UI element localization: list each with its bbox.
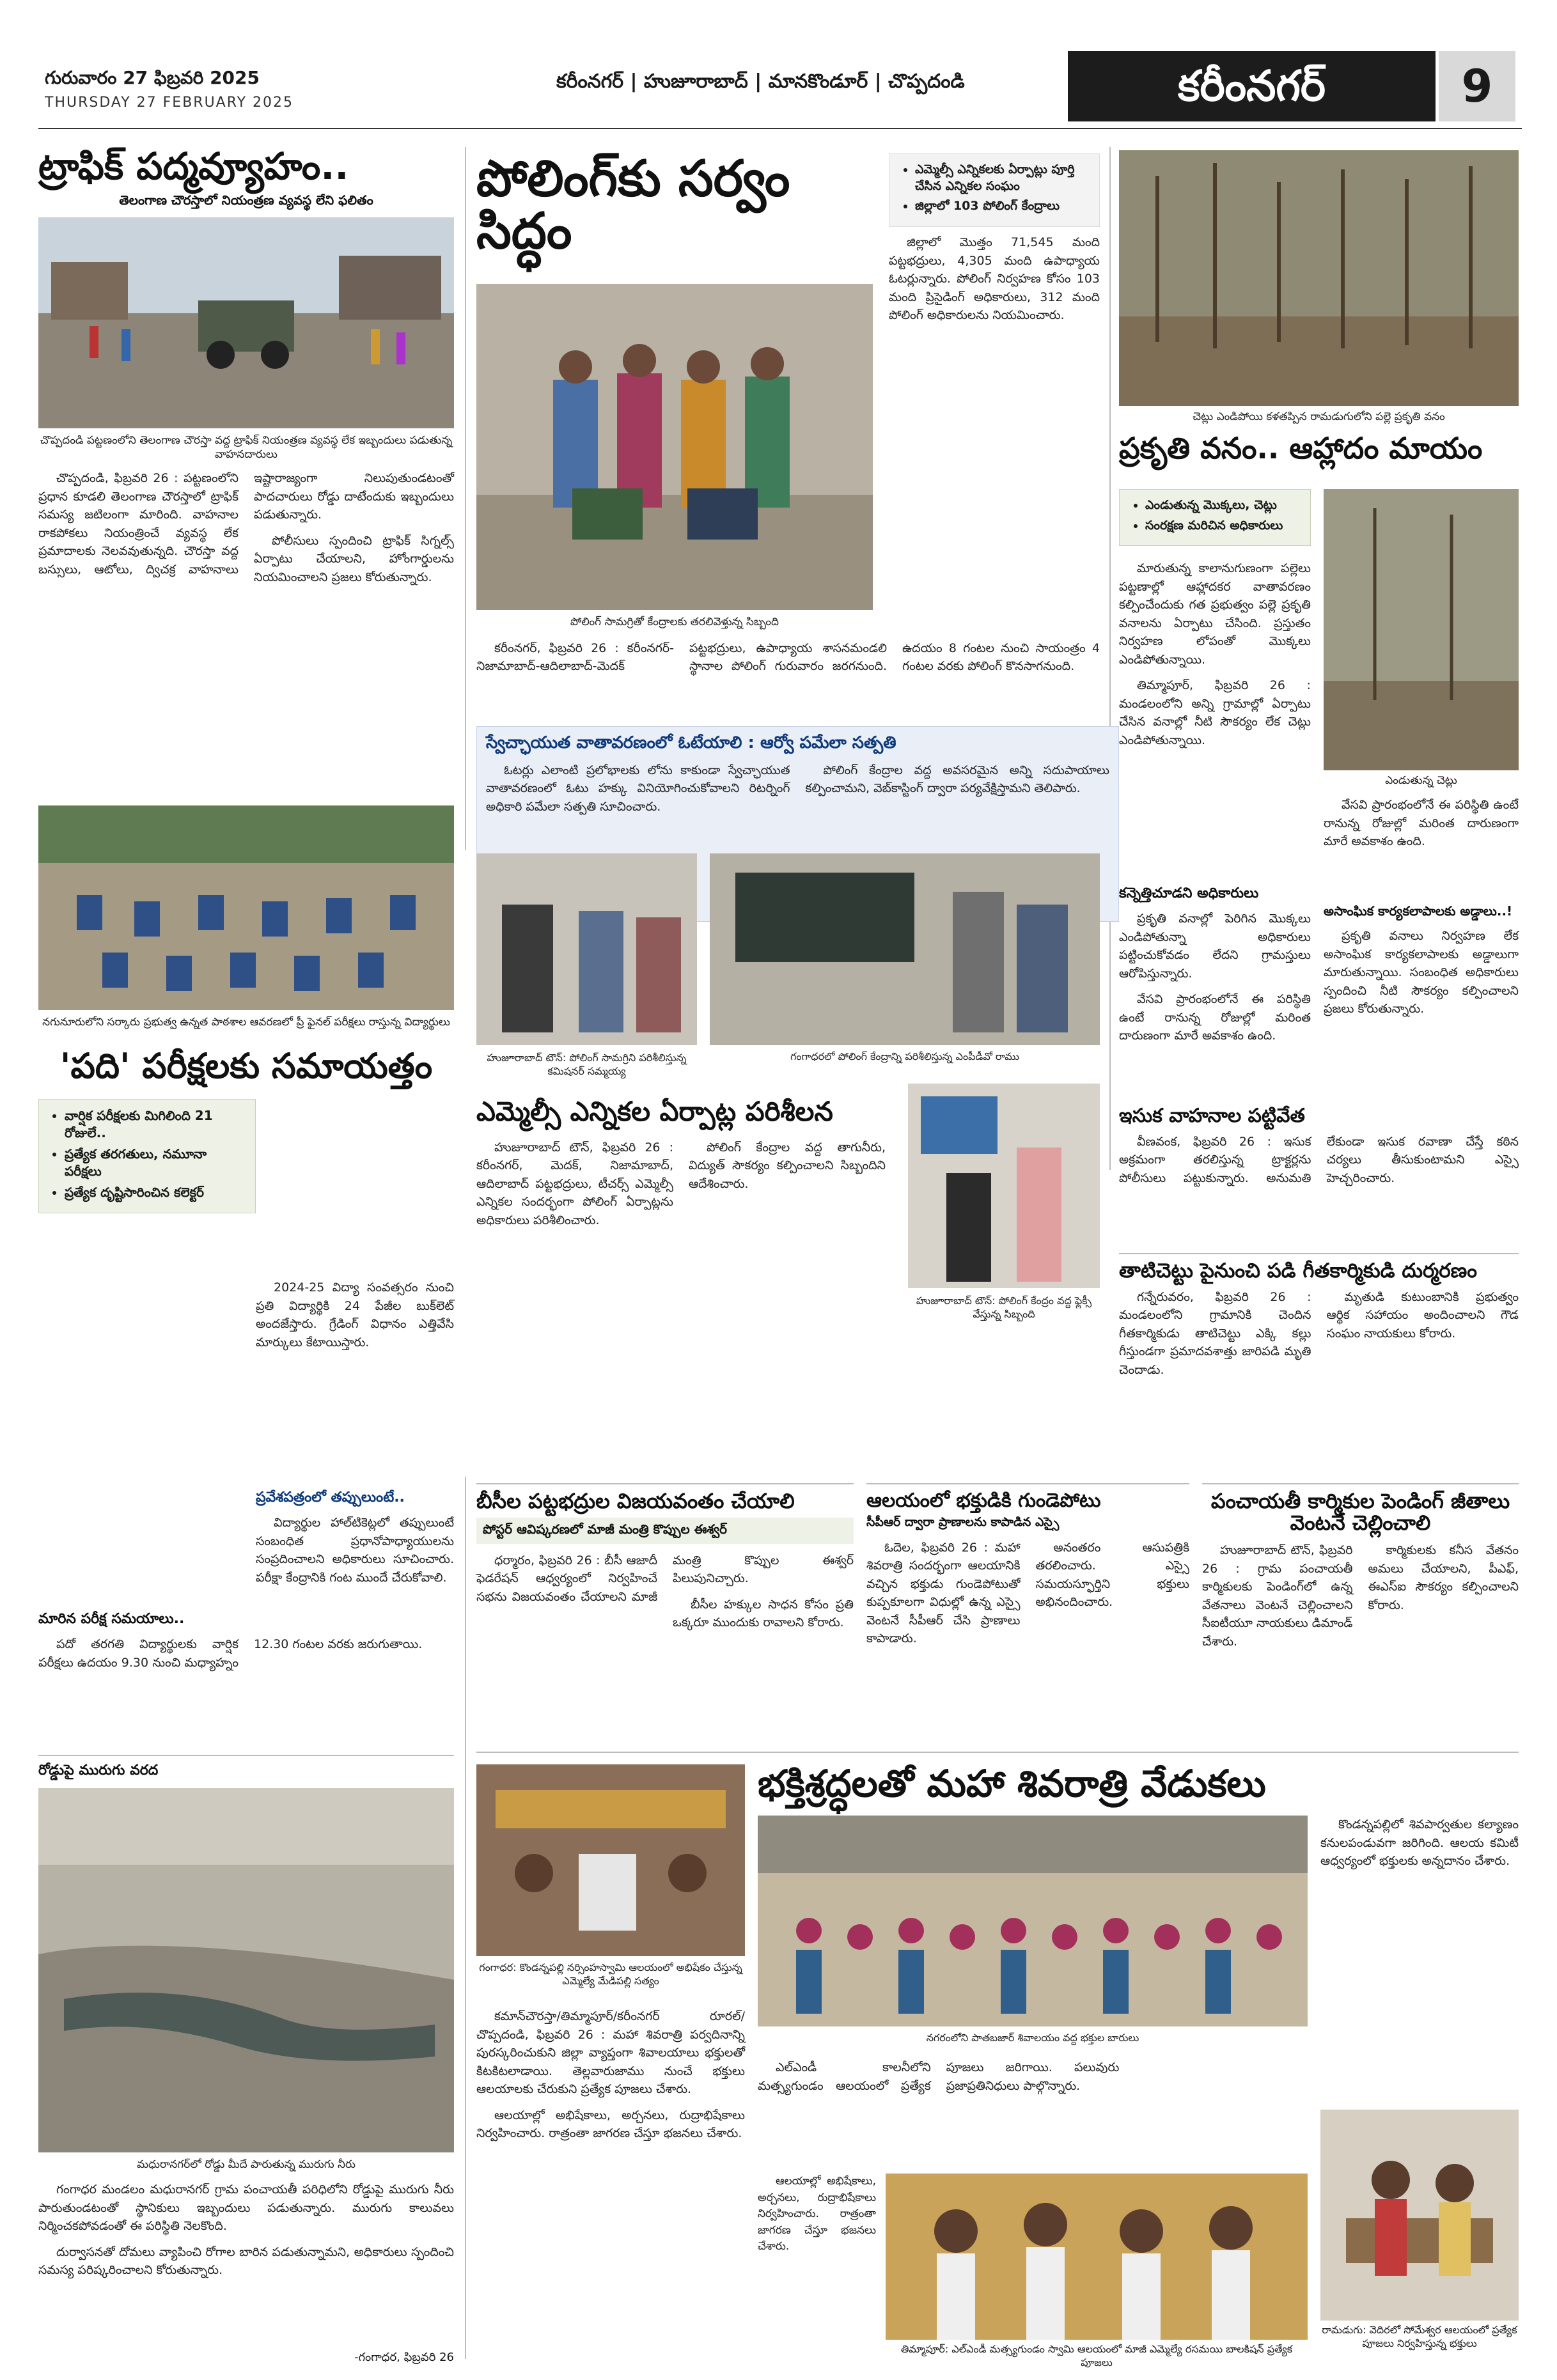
paragraph: మృతుడి కుటుంబానికి ప్రభుత్వం ఆర్థిక సహాయం అందించాలని గౌడ సంఘం నాయకులు కోరారు.	[1326, 1289, 1519, 1341]
exams-headline: 'పది' పరీక్షలకు సమాయత్తం	[59, 1046, 433, 1087]
nature-sub1-title: కన్నెత్తిచూడని అధికారులు	[1119, 885, 1259, 901]
bc-headline: బీసీల పట్టభద్రుల విజయవంతం చేయాలి	[476, 1489, 795, 1513]
paragraph: గంగాధర మండలం మధురానగర్ గ్రామ పంచాయతీ పరిధిలోని రోడ్డుపై మురుగు నీరు పారుతుండటంతో స్థానికులు ఇబ్బందులు పడుతున్నారు. మురుగు కాలువలు నిర్మించకపోవడంతో ఈ పరిస్థితి నెలకొంది.	[38, 2182, 454, 2234]
paragraph: కరీంనగర్, ఫిబ్రవరి 26 : కరీంనగర్- నిజామాబాద్-ఆదిలాబాద్-మెదక్ పట్టభద్రులు, ఉపాధ్యాయ శాసనమండలి స్థానాల పోలింగ్ గురువారం జరగనుంది. ఉదయం 8 గంటల నుంచి సాయంత్రం 4 గంటల వరకు పోలింగ్ కొనసాగనుంది.	[476, 641, 1100, 674]
paragraph: పోలీసులు స్పందించి ట్రాఫిక్ సిగ్నల్స్ ఏర్పాటు చేయాలని, హోంగార్డులను నియమించాలని ప్రజలు కోరుతున్నారు.	[254, 533, 454, 584]
sand-body	[1119, 1133, 1519, 1229]
section-rule	[866, 1483, 1189, 1484]
paragraph: 2024-25 విద్యా సంవత్సరం నుంచి ప్రతి విద్యార్థికి 24 పేజీల బుక్‌లెట్ అందజేస్తారు. గ్రేడింగ్ విధానం ఎత్తివేసి మార్కులు కేటాయిస్తారు.	[256, 1280, 454, 1349]
paragraph: తిమ్మాపూర్, ఫిబ్రవరి 26 : మండలంలోని అన్ని గ్రామాల్లో ఏర్పాటు చేసిన వనాల్లో నీటి సౌకర్యం లేక చెట్లు ఎండిపోతున్నాయి.	[1119, 678, 1311, 747]
bullet-item: • ఎమ్మెల్సీ ఎన్నికలకు ఏర్పాట్లు పూర్తి చేసిన ఎన్నికల సంఘం	[915, 162, 1090, 194]
temple-body	[866, 1539, 1189, 1750]
paragraph: హుజూరాబాద్ టౌన్, ఫిబ్రవరి 26 : గ్రామ పంచాయతీ కార్మికులకు పెండింగ్‌లో ఉన్న వేతనాలు వెంటనే చెల్లించాలని సీఐటీయూ నాయకులు డిమాండ్ చేశారు.	[1202, 1543, 1353, 1649]
paragraph: ధర్మారం, ఫిబ్రవరి 26 : బీసీ ఆజాదీ ఫెడరేషన్ ఆధ్వర్యంలో నిర్వహించే సభను విజయవంతం చేయాలని మాజీ మంత్రి కొప్పుల ఈశ్వర్ పిలుపునిచ్చారు.	[476, 1553, 854, 1604]
bullet-item: • సంరక్షణ మరిచిన అధికారులు	[1145, 518, 1301, 534]
polling-bullets	[889, 153, 1100, 227]
nature-sub1-body	[1119, 910, 1311, 1043]
nature-sub2	[1324, 796, 1519, 1023]
bullet-item: • వార్షిక పరీక్షలకు మిగిలింది 21 రోజులే..	[65, 1107, 246, 1142]
inspection-article	[476, 853, 1100, 1439]
palm-body	[1119, 1288, 1519, 1474]
exams-sub2-body	[38, 1635, 454, 1750]
paragraph: అనంతరం ఆసుపత్రికి తరలించారు. ఎస్సై సమయస్ఫూర్తిని భక్తులు అభినందించారు.	[1035, 1540, 1189, 1609]
bullet-item: • జిల్లాలో 103 పోలింగ్ కేంద్రాలు	[915, 198, 1090, 215]
polling-article	[476, 150, 1109, 922]
road-body	[38, 2181, 454, 2347]
column-rule	[465, 1477, 466, 2359]
polling-body-right	[889, 233, 1100, 598]
paragraph: వీణవంక, ఫిబ్రవరి 26 : ఇసుక అక్రమంగా తరలిస్తున్న ట్రాక్టర్లను పోలీసులు పట్టుకున్నారు. అనుమతి లేకుండా ఇసుక రవాణా చేస్తే కఠిన చర్యలు తీసుకుంటామని ఎస్సై హెచ్చరించారు.	[1119, 1134, 1519, 1185]
shivaratri-photo4-caption: రామడుగు: వెదిరలో సోమేశ్వర ఆలయంలో ప్రత్యేక పూజలు నిర్వహిస్తున్న భక్తులు	[1322, 2324, 1517, 2349]
road-photo	[38, 1788, 454, 2152]
paragraph: ఓదెల, ఫిబ్రవరి 26 : మహా శివరాత్రి సందర్భంగా ఆలయానికి వచ్చిన భక్తుడు గుండెపోటుతో కుప్పకూలగా విధుల్లో ఉన్న ఎస్సై వెంటనే సీపీఆర్ చేసి ప్రాణాలు కాపాడారు.	[866, 1540, 1021, 1645]
masthead-rule	[38, 128, 1522, 129]
traffic-headline: ట్రాఫిక్ పద్మవ్యూహం..	[38, 144, 349, 188]
shivaratri-body-left	[476, 2007, 745, 2365]
paragraph: ఎల్‌ఎండీ కాలనీలోని మత్స్యగుండం ఆలయంలో ప్రత్యేక పూజలు జరిగాయి. పలువురు ప్రజాప్రతినిధులు పాల్గొన్నారు.	[758, 2060, 1120, 2093]
date-telugu: గురువారం 27 ఫిబ్రవరి 2025	[45, 67, 260, 88]
inspection-body	[476, 1139, 886, 1439]
exams-photo-caption: నగునూరులోని సర్కారు ప్రభుత్వ ఉన్నత పాఠశాల ఆవరణలో ప్రీ ఫైనల్ పరీక్షలు రాస్తున్న విద్యార్థులు	[42, 1016, 450, 1029]
shivaratri-photo-1	[476, 1764, 745, 1956]
sand-article	[1119, 1106, 1519, 1229]
bc-subhead: పోస్టర్ ఆవిష్కరణలో మాజీ మంత్రి కొప్పుల ఈశ్వర్	[476, 1518, 854, 1544]
exams-sub1-title: ప్రవేశపత్రంలో తప్పులుంటే..	[256, 1489, 405, 1505]
paragraph: ఆలయాల్లో అభిషేకాలు, అర్చనలు, రుద్రాభిషేకాలు నిర్వహించారు. రాత్రంతా జాగరణ చేస్తూ భజనలు చేశారు.	[758, 2175, 876, 2253]
polling-body	[476, 639, 1100, 722]
road-photo-caption: మధురానగర్‌లో రోడ్డు మీదే పారుతున్న మురుగు నీరు	[137, 2158, 356, 2171]
bullet-item: • ప్రత్యేక తరగతులు, నమూనా పరీక్షలు	[65, 1146, 246, 1180]
exams-sub2	[38, 1611, 454, 1750]
paragraph: హుజూరాబాద్ టౌన్, ఫిబ్రవరి 26 : కరీంనగర్, మెదక్, నిజామాబాద్, ఆదిలాబాద్ పట్టభద్రులు, టీచర్స్ ఎమ్మెల్సీ ఎన్నికల సందర్భంగా పోలింగ్ ఏర్పాట్లను అధికారులు పరిశీలించారు.	[476, 1140, 673, 1227]
inspection-photo-2	[710, 853, 1100, 1045]
exams-photo	[38, 805, 454, 1010]
nature-photo-1	[1119, 150, 1519, 406]
nature-photo-caption: చెట్లు ఎండిపోయి కళతప్పిన రామడుగులోని పల్లె ప్రకృతి వనం	[1193, 410, 1445, 423]
column-rule	[465, 147, 466, 850]
section-rule	[38, 1755, 454, 1756]
paragraph: కొండన్నపల్లిలో శివపార్వతుల కల్యాణం కనులపండువగా జరిగింది. ఆలయ కమిటీ ఆధ్వర్యంలో భక్తులకు అన్నదానం చేశారు.	[1320, 1817, 1519, 1868]
traffic-article	[38, 144, 454, 859]
paragraph: జిల్లాలో మొత్తం 71,545 మంది పట్టభద్రులు, 4,305 మంది ఉపాధ్యాయ ఓటర్లున్నారు. పోలింగ్ నిర్వహణ కోసం 103 మంది ప్రిసైడింగ్ అధికారులు, 312 మంది పోలింగ్ అధికారులను నియమించారు.	[889, 235, 1100, 322]
road-byline: -గంగాధర, ఫిబ్రవరి 26	[354, 2351, 454, 2365]
paragraph: ప్రకృతి వనాలు నిర్వహణ లేక అసాంఘిక కార్యకలాపాలకు అడ్డాలుగా మారుతున్నాయి. సంబంధిత అధికారులు స్పందించి నీటి సౌకర్యం కల్పించాలని ప్రజలు కోరుతున్నారు.	[1324, 929, 1519, 1016]
nature-article	[1119, 150, 1519, 1043]
paragraph: పోలింగ్ కేంద్రాల వద్ద తాగునీరు, విద్యుత్ సౌకర్యం కల్పించాలని సిబ్బందిని ఆదేశించారు.	[689, 1140, 886, 1191]
paragraph: కమాన్‌చౌరస్తా/తిమ్మాపూర్/కరీంనగర్ రూరల్/చొప్పదండి, ఫిబ్రవరి 26 : మహా శివరాత్రి పర్వదినాన్ని పురస్కరించుకుని జిల్లా వ్యాప్తంగా శివాలయాలు భక్తులతో కిటకిటలాడాయి. తెల్లవారుజాము నుంచే భక్తులు ఆలయాలకు చేరుకుని ప్రత్యేక పూజలు చేశారు.	[476, 2009, 745, 2096]
exams-sub2-title: మారిన పరీక్ష సమయాలు..	[38, 1611, 185, 1627]
bullet-item: • ఎండుతున్న మొక్కలు, చెట్లు	[1145, 497, 1301, 514]
paragraph: ప్రకృతి వనాల్లో పెరిగిన మొక్కలు ఎండిపోతున్నా అధికారులు పట్టించుకోవడం లేదని గ్రామస్తులు ఆరోపిస్తున్నారు.	[1119, 912, 1311, 981]
polling-photo-caption: పోలింగ్ సామగ్రితో కేంద్రాలకు తరలివెళ్తున్న సిబ్బంది	[570, 615, 779, 628]
paragraph: పదో తరగతి విద్యార్థులకు వార్షిక పరీక్షలు ఉదయం 9.30 నుంచి మధ్యాహ్నం 12.30 గంటల వరకు జరుగుతాయి.	[38, 1637, 423, 1670]
shivaratri-photo-3	[886, 2174, 1308, 2340]
shivaratri-headline: భక్తిశ్రద్ధలతో మహా శివరాత్రి వేడుకలు	[758, 1762, 1266, 1805]
section-rule	[476, 1483, 854, 1484]
nature-body	[1119, 559, 1311, 879]
shivaratri-photo1-caption: గంగాధర: కొండన్నపల్లి నర్సింహస్వామి ఆలయంలో అభిషేకం చేస్తున్న ఎమ్మెల్యే మేడిపల్లి సత్యం	[479, 1961, 742, 1987]
inspection-photo2-caption: గంగాధరలో పోలింగ్ కేంద్రాన్ని పరిశీలిస్తున్న ఎంపీడీవో రాము	[790, 1050, 1019, 1062]
shivaratri-photo-2	[758, 1816, 1308, 2026]
paragraph: బీసీల హక్కుల సాధన కోసం ప్రతి ఒక్కరూ ముందుకు రావాలని కోరారు.	[673, 1597, 854, 1630]
page-number: 9	[1439, 51, 1515, 121]
inspection-photo3-caption: హుజూరాబాద్ టౌన్: పోలింగ్ కేంద్రం వద్ద ఫ్లెక్సీ వేస్తున్న సిబ్బంది	[916, 1295, 1092, 1320]
paragraph: వేసవి ప్రారంభంలోనే ఈ పరిస్థితి ఉంటే రానున్న రోజుల్లో మరింత దారుణంగా మారే అవకాశం ఉంది.	[1324, 798, 1519, 848]
nature-body-right	[1324, 796, 1519, 898]
section-rule	[1119, 1253, 1519, 1254]
polling-headline: పోలింగ్‌కు సర్వం సిద్ధం	[476, 150, 790, 260]
paragraph: ఓటర్లు ఎలాంటి ప్రలోభాలకు లోను కాకుండా స్వేచ్ఛాయుత వాతావరణంలో ఓటు హక్కు వినియోగించుకోవాలని రిటర్నింగ్ అధికారి పమేలా సత్పతి సూచించారు.	[486, 763, 790, 814]
exams-body-right	[256, 1279, 454, 1483]
shivaratri-photo3-caption: తిమ్మాపూర్: ఎల్‌ఎండీ మత్స్యగుండం స్వామి ఆలయంలో మాజీ ఎమ్మెల్యే రసమయి బాలకిషన్ ప్రత్యేక పూజలు	[900, 2343, 1293, 2368]
bc-body	[476, 1552, 854, 1750]
shivaratri-photo2-caption: నగరంలోని పాతబజార్ శివాలయం వద్ద భక్తుల బారులు	[926, 2032, 1139, 2044]
nature-photo2-caption: ఎండుతున్న చెట్లు	[1385, 774, 1457, 787]
nature-sub1	[1119, 885, 1311, 1043]
exams-bullets	[38, 1099, 256, 1213]
nature-bullets	[1119, 489, 1311, 546]
shivaratri-body-right	[1320, 1816, 1519, 2097]
paragraph: దుర్వాసనతో దోమలు వ్యాపించి రోగాల బారిన పడుతున్నామని, అధికారులు స్పందించి సమస్య పరిష్కరించాలని కోరుతున్నారు.	[38, 2244, 454, 2278]
traffic-photo-caption: చొప్పదండి పట్టణంలోని తెలంగాణ చౌరస్తా వద్ద ట్రాఫిక్ నియంత్రణ వ్యవస్థ లేక ఇబ్బందులు పడుతున్న వాహనదారులు	[40, 433, 453, 461]
nature-headline: ప్రకృతి వనం.. ఆహ్లాదం మాయం	[1119, 431, 1483, 466]
sand-headline: ఇసుక వాహనాల పట్టివేత	[1119, 1105, 1305, 1127]
palm-headline: తాటిచెట్టు పైనుంచి పడి గీతకార్మికుడి దుర్మరణం	[1119, 1259, 1477, 1282]
shivaratri-body-narrow	[758, 2174, 876, 2365]
panchayat-article	[1202, 1483, 1519, 1739]
paragraph: పోలింగ్ కేంద్రాల వద్ద అవసరమైన అన్ని సదుపాయాలు కల్పించామని, వెబ్‌కాస్టింగ్ ద్వారా పర్యవేక్షిస్తామని తెలిపారు.	[805, 763, 1109, 796]
temple-bullet: సీపీఆర్ ద్వారా ప్రాణాలను కాపాడిన ఎస్సై	[866, 1514, 1060, 1529]
exams-article	[38, 805, 454, 1213]
traffic-body	[38, 469, 454, 859]
traffic-photo	[38, 217, 454, 428]
temple-headline: ఆలయంలో భక్తుడికి గుండెపోటు	[866, 1489, 1101, 1512]
shivaratri-body-mid	[758, 2058, 1308, 2167]
road-kicker: రోడ్డుపై మురుగు వరద	[38, 1762, 159, 1778]
polling-photo	[476, 284, 873, 610]
paragraph: చొప్పదండి, ఫిబ్రవరి 26 : పట్టణంలోని ప్రధాన కూడలి తెలంగాణ చౌరస్తాలో ట్రాఫిక్ సమస్య జటిలంగా మారింది. వాహనాల రాకపోకలు నియంత్రించే వ్యవస్థ లేక ప్రమాదాలకు నెలవవుతున్నది. చౌరస్తా వద్ద బస్సులు, ఆటోలు, ద్విచక్ర వాహనాలు ఇష్టారాజ్యంగా నిలుపుతుండటంతో పాదచారులు రోడ్డు దాటేందుకు ఇబ్బందులు పడుతున్నారు.	[38, 471, 454, 577]
bc-article	[476, 1483, 854, 1750]
section-rule	[476, 1752, 1519, 1753]
polling-subhead: స్వేచ్ఛాయుత వాతావరణంలో ఓటేయాలి : ఆర్వో పమేలా సత్పతి	[486, 733, 896, 752]
section-rule	[1202, 1483, 1519, 1484]
palm-article	[1119, 1253, 1519, 1474]
area-list: కరీంనగర్ | హుజూరాబాద్ | మానకొండూర్ | చొప్పదండి	[556, 70, 965, 93]
inspection-photo-3	[908, 1084, 1100, 1288]
temple-article	[866, 1483, 1189, 1750]
shivaratri-photo-4	[1320, 2110, 1519, 2321]
inspection-photo-1	[476, 853, 697, 1045]
paragraph: మారుతున్న కాలానుగుణంగా పల్లెలు పట్టణాల్లో ఆహ్లాదకర వాతావరణం కల్పించేందుకు గత ప్రభుత్వం పల్లె ప్రకృతి వనాలను ఏర్పాటు చేసింది. ప్రస్తుతం నిర్వహణ లోపంతో మొక్కలు ఎండిపోతున్నాయి.	[1119, 561, 1311, 667]
section-title: కరీంనగర్	[1068, 51, 1436, 121]
nature-sub2-body	[1324, 927, 1519, 1023]
nature-sub2-title: అసాంఘిక కార్యకలాపాలకు అడ్డాలు..!	[1324, 903, 1513, 919]
traffic-subhead: తెలంగాణ చౌరస్తాలో నియంత్రణ వ్యవస్థ లేని ఫలితం	[119, 192, 373, 208]
bullet-item: • ప్రత్యేక దృష్టిసారించిన కలెక్టర్	[65, 1184, 246, 1201]
paragraph: గన్నేరువరం, ఫిబ్రవరి 26 : మండలంలోని గ్రామానికి చెందిన గీతకార్మికుడు తాటిచెట్టు ఎక్కి కల్లు గీస్తుండగా ప్రమాదవశాత్తు జారిపడి మృతి చెందాడు.	[1119, 1289, 1311, 1377]
date-english: THURSDAY 27 FEBRUARY 2025	[45, 95, 294, 111]
inspection-headline: ఎమ్మెల్సీ ఎన్నికల ఏర్పాట్ల పరిశీలన	[476, 1095, 833, 1127]
paragraph: ఆలయాల్లో అభిషేకాలు, అర్చనలు, రుద్రాభిషేకాలు నిర్వహించారు. రాత్రంతా జాగరణ చేస్తూ భజనలు చేశారు.	[476, 2108, 745, 2140]
shivaratri-article	[476, 1752, 1519, 2368]
inspection-photo1-caption: హుజూరాబాద్ టౌన్: పోలింగ్ సామగ్రిని పరిశీలిస్తున్న కమిషనర్ సమ్మయ్య	[487, 1052, 687, 1077]
paragraph: విద్యార్థుల హాల్‌టికెట్లలో తప్పులుంటే సంబంధిత ప్రధానోపాధ్యాయులను సంప్రదించాలని అధికారులు సూచించారు. పరీక్షా కేంద్రానికి గంట ముందే చేరుకోవాలి.	[256, 1516, 454, 1585]
panchayat-body	[1202, 1541, 1519, 1739]
paragraph: వేసవి ప్రారంభంలోనే ఈ పరిస్థితి ఉంటే రానున్న రోజుల్లో మరింత దారుణంగా మారే అవకాశం ఉంది.	[1119, 992, 1311, 1043]
masthead	[0, 0, 1557, 134]
column-rule	[1109, 147, 1111, 1170]
nature-photo-2	[1324, 489, 1519, 770]
paragraph: కార్మికులకు కనీస వేతనం అమలు చేయాలని, పీఎఫ్, ఈఎస్ఐ సౌకర్యం కల్పించాలని కోరారు.	[1368, 1543, 1519, 1612]
panchayat-headline: పంచాయతీ కార్మికుల పెండింగ్ జీతాలు వెంటనే చెల్లించాలి	[1210, 1489, 1510, 1535]
road-article	[38, 1755, 454, 2367]
